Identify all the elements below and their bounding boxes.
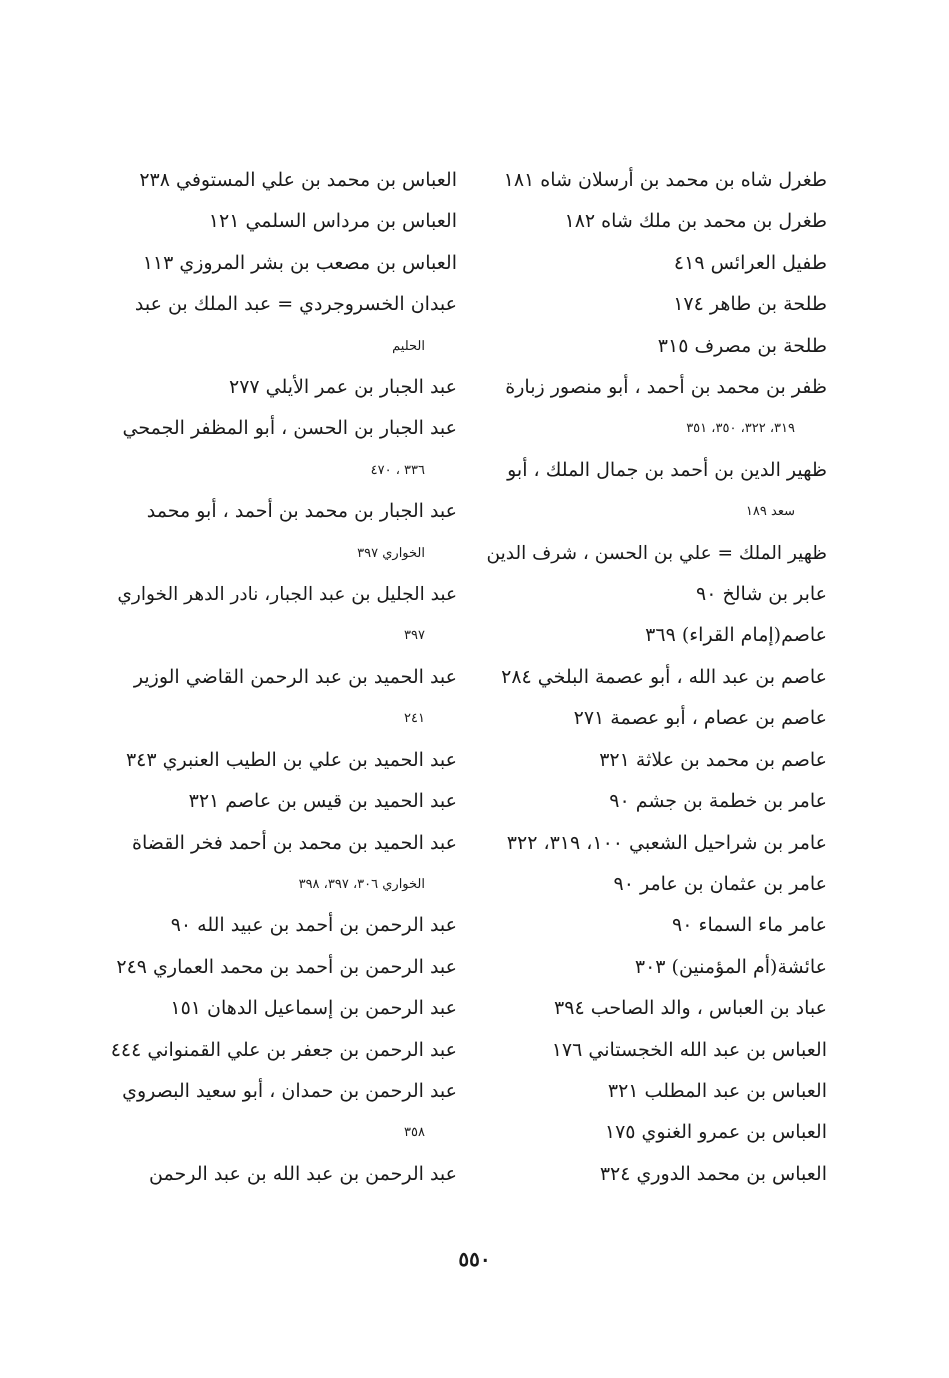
index-entry: ظهير الملك = علي بن الحسن ، شرف الدين (486, 542, 827, 564)
index-entry: عاصم بن عبد الله ، أبو عصمة البلخي ٢٨٤ (501, 665, 827, 688)
index-entry: العباس بن مرداس السلمي ١٢١ (208, 210, 457, 233)
index-entry: طفيل العرائس ٤١٩ (673, 251, 827, 274)
index-entry-continuation: ٣١٩، ٣٢٢، ٣٥٠، ٣٥١ (686, 421, 795, 437)
index-entry: العباس بن عبد المطلب ٣٢١ (607, 1079, 827, 1102)
index-entry-continuation: ٢٤١ (404, 711, 425, 727)
index-entry: عبد الرحمن بن جعفر بن علي القمنواني ٤٤٤ (110, 1038, 457, 1061)
index-column-left (112, 160, 457, 1195)
index-entry: العباس بن محمد الدوري ٣٢٤ (599, 1162, 827, 1185)
index-entry: عباد بن العباس ، والد الصاحب ٣٩٤ (554, 997, 827, 1020)
index-entry: العباس بن عمرو الغنوي ١٧٥ (604, 1121, 827, 1144)
index-entry-continuation: الحليم (392, 338, 425, 354)
index-entry: عاصم بن عصام ، أبو عصمة ٢٧١ (573, 707, 827, 730)
index-entry: عابر بن شالخ ٩٠ (696, 583, 827, 606)
index-entry: عبد الرحمن بن عبد الله بن عبد الرحمن (149, 1162, 457, 1185)
index-entry: ظفر بن محمد بن أحمد ، أبو منصور زبارة (505, 376, 827, 399)
index-entry: عامر بن عثمان بن عامر ٩٠ (613, 872, 827, 895)
index-entry: العباس بن مصعب بن بشر المروزي ١١٣ (142, 251, 457, 274)
index-entry: عامر بن شراحيل الشعبي ١٠٠، ٣١٩، ٣٢٢ (506, 831, 827, 854)
index-entry-continuation: سعد ١٨٩ (745, 504, 795, 520)
index-entry: عامر ماء السماء ٩٠ (672, 914, 827, 937)
index-entry: عبد الحميد بن محمد بن أحمد فخر القضاة (132, 831, 457, 854)
index-entry-continuation: ٣٥٨ (404, 1125, 425, 1141)
index-entry-continuation: ٣٩٧ (404, 628, 425, 644)
index-entry: عاصم(إمام القراء) ٣٦٩ (645, 624, 827, 647)
index-entry: عبد الحميد بن قيس بن عاصم ٣٢١ (188, 790, 457, 813)
index-entry: عبد الجبار بن محمد بن أحمد ، أبو محمد (146, 500, 457, 523)
index-entry: عبد الجليل بن عبد الجبار، نادر الدهر الخواري (117, 584, 457, 606)
index-entry-continuation: الخواري ٣٠٦، ٣٩٧، ٣٩٨ (298, 876, 425, 892)
page-number: ٥٥٠ (458, 1247, 491, 1271)
index-entry-continuation: الخواري ٣٩٧ (357, 545, 425, 561)
index-entry: عبد الرحمن بن أحمد بن عبيد الله ٩٠ (170, 914, 457, 937)
index-entry: عبد الرحمن بن حمدان ، أبو سعيد البصروي (122, 1079, 457, 1102)
index-entry: عبدان الخسروجردي = عبد الملك بن عبد (134, 293, 457, 316)
index-entry: عبد الرحمن بن إسماعيل الدهان ١٥١ (170, 997, 457, 1020)
index-entry: طلحة بن مصرف ٣١٥ (657, 334, 827, 357)
index-entry: طغرل بن محمد بن ملك شاه ١٨٢ (564, 210, 827, 233)
index-entry: العباس بن عبد الله الخجستاني ١٧٦ (551, 1038, 827, 1061)
index-entry: عبد الحميد بن عبد الرحمن القاضي الوزير (133, 665, 457, 688)
index-entry: عبد الحميد بن علي بن الطيب العنبري ٣٤٣ (125, 748, 457, 771)
index-entry: عبد الرحمن بن أحمد بن محمد العماري ٢٤٩ (116, 955, 457, 978)
index-entry: عائشة(أم المؤمنين) ٣٠٣ (634, 955, 827, 978)
index-entry: العباس بن محمد بن علي المستوفي ٢٣٨ (139, 169, 457, 191)
index-entry: عامر بن خطمة بن جشم ٩٠ (609, 790, 827, 813)
index-entry-continuation: ٣٣٦ ، ٤٧٠ (370, 462, 425, 478)
index-entry: عبد الجبار بن عمر الأيلي ٢٧٧ (229, 376, 457, 399)
index-entry: طلحة بن طاهر ١٧٤ (673, 293, 827, 316)
index-column-right (482, 160, 827, 1195)
index-entry: عبد الجبار بن الحسن ، أبو المظفر الجمحي (122, 417, 457, 440)
index-entry: طغرل شاه بن محمد بن أرسلان شاه ١٨١ (503, 169, 827, 191)
index-entry: عاصم بن محمد بن علاثة ٣٢١ (599, 748, 827, 771)
index-entry: ظهير الدين بن أحمد بن جمال الملك ، أبو (507, 458, 827, 481)
